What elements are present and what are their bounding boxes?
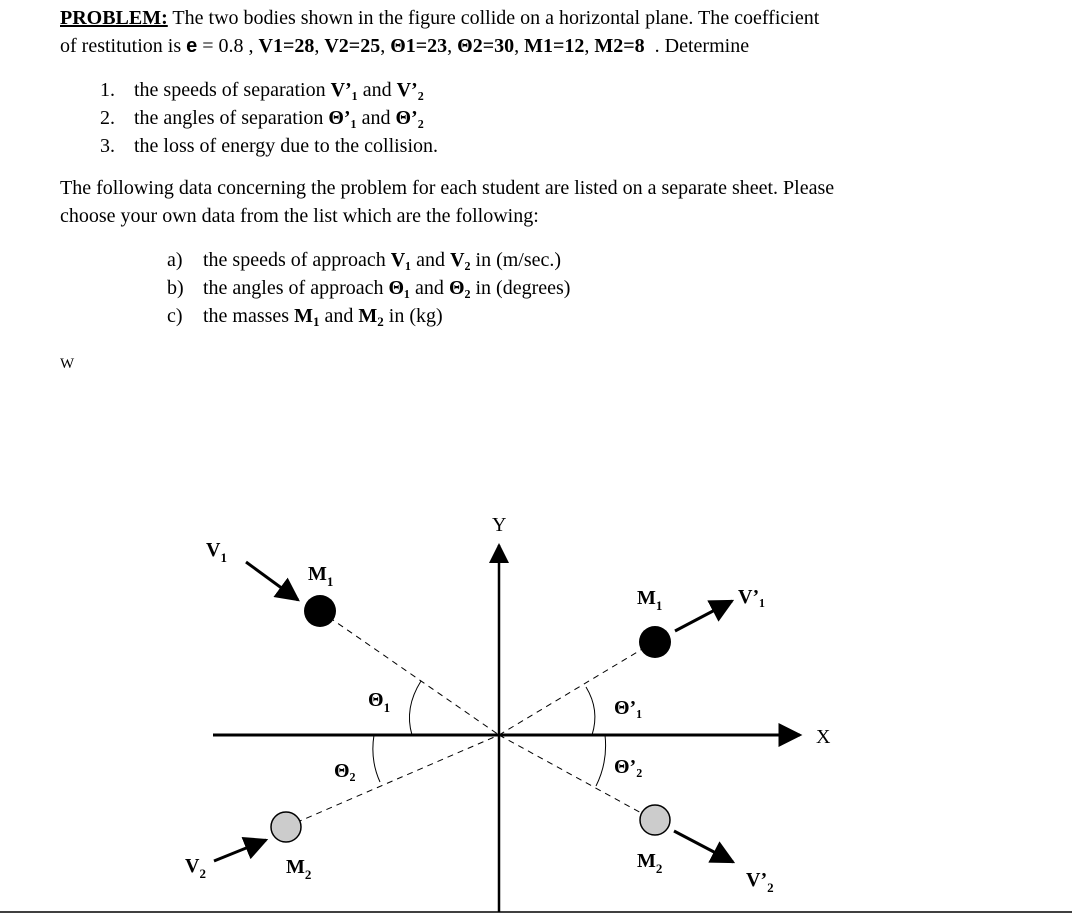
m1-sub: 1 (312, 314, 320, 329)
unit-text: in (degrees) (475, 277, 571, 299)
m1-main: M (294, 305, 313, 327)
theta2-symbol: Θ₂ (448, 277, 471, 299)
item-text: the angles of separation (134, 107, 324, 129)
stray-mark: W (60, 356, 75, 372)
m2-left-label (286, 856, 311, 882)
theta2p-label: Θ’₂ (614, 756, 643, 778)
e-value: = 0.8 , (202, 35, 254, 57)
m1-main: M (308, 563, 327, 585)
and-word: and (415, 277, 444, 299)
item-text: the masses (203, 305, 290, 327)
v2-prime-symbol: V’₂ (396, 79, 424, 101)
theta1-main: Θ (368, 689, 384, 711)
v2p-arrow (674, 831, 733, 862)
given-v1: V1=28 (258, 35, 315, 57)
theta1p-label: Θ’₁ (614, 697, 643, 719)
list-number: 2. (100, 107, 115, 129)
sep: , (514, 35, 520, 57)
v1-label (206, 539, 227, 565)
v2-symbol: V₂ (450, 249, 471, 271)
m1-left-label (308, 563, 333, 589)
m1-ball-before (304, 595, 336, 627)
m2-main: M (286, 856, 305, 878)
given-m1: M1=12 (524, 35, 585, 57)
v1-arrow (246, 562, 298, 600)
v2p-label (746, 869, 774, 895)
v1-symbol: V₁ (390, 249, 412, 271)
item-text: the speeds of separation (134, 79, 326, 101)
v1-prime-symbol: V’₁ (330, 79, 358, 101)
m1-main: M (637, 587, 656, 609)
m2-sub: 2 (377, 314, 384, 329)
theta2-prime-symbol: Θ’₂ (395, 107, 424, 129)
m1-ball-after (639, 626, 671, 658)
theta2-arc (373, 735, 380, 782)
sep: , (584, 35, 590, 57)
and-word: and (362, 79, 392, 101)
theta1-label (368, 689, 390, 715)
list-letter: c) (167, 305, 183, 327)
problem-text-1: The two bodies shown in the figure collide on a horizontal plane. The coefficient (172, 7, 820, 29)
and-word: and (416, 249, 446, 271)
v1p-label: V’₁ (738, 586, 766, 608)
list-number: 3. (100, 135, 115, 157)
theta2-label: Θ₂ (334, 760, 356, 782)
x-axis-label: X (816, 726, 831, 748)
m2-right-label (637, 850, 662, 876)
item-text: the angles of approach (203, 277, 384, 299)
theta1-sub: 1 (383, 700, 391, 715)
and-word: and (361, 107, 391, 129)
v2p-main: V’ (746, 869, 768, 891)
dashed-line-m2-in (286, 735, 499, 827)
m2-ball-before (271, 812, 301, 842)
theta1-arc (409, 681, 421, 735)
v1-main: V (206, 539, 221, 561)
sep: , (447, 35, 453, 57)
unit-text: in (m/sec.) (475, 249, 562, 271)
theta1p-arc (586, 687, 595, 735)
list-number: 1. (100, 79, 115, 101)
item-text: the loss of energy due to the collision. (134, 135, 439, 157)
m2-sub: 2 (304, 867, 312, 882)
v2-main: V (185, 855, 200, 877)
given-theta1: Θ1=23 (390, 35, 448, 57)
unit-text: in (kg) (388, 305, 443, 327)
problem-heading: PROBLEM: (60, 7, 168, 29)
theta1-prime-symbol: Θ’₁ (328, 107, 357, 129)
sep: , (380, 35, 386, 57)
m2-main: M (637, 850, 656, 872)
m2-sub: 2 (655, 861, 663, 876)
v1-sub: 1 (220, 550, 227, 565)
v1p-arrow (675, 601, 732, 631)
list-letter: b) (167, 277, 184, 299)
data-line-2: choose your own data from the list which are the following: (60, 205, 539, 227)
list-letter: a) (167, 249, 183, 271)
e-label: e (186, 35, 198, 57)
theta2p-arc (596, 735, 606, 786)
m1-sub: 1 (326, 574, 334, 589)
and-word: and (324, 305, 354, 327)
determine-text: . Determine (654, 35, 750, 57)
m1-sub: 1 (655, 598, 663, 613)
sep: , (314, 35, 320, 57)
m1-right-label (637, 587, 662, 613)
v2-sub: 2 (199, 866, 206, 881)
v2p-sub: 2 (767, 880, 774, 895)
given-m2: M2=8 (594, 35, 645, 57)
dashed-line-m1-out (499, 642, 654, 735)
given-v2: V2=25 (324, 35, 381, 57)
restitution-prefix: of restitution is (60, 35, 182, 57)
y-axis-label: Y (492, 514, 507, 536)
v2-arrow (214, 840, 266, 861)
theta1-symbol: Θ₁ (388, 277, 411, 299)
data-line-1: The following data concerning the problem for each student are listed on a separate sheet. Please (60, 177, 835, 199)
m2-main: M (358, 305, 378, 327)
v2-label (185, 855, 206, 881)
given-theta2: Θ2=30 (457, 35, 515, 57)
item-text: the speeds of approach (203, 249, 386, 271)
m2-ball-after (640, 805, 670, 835)
